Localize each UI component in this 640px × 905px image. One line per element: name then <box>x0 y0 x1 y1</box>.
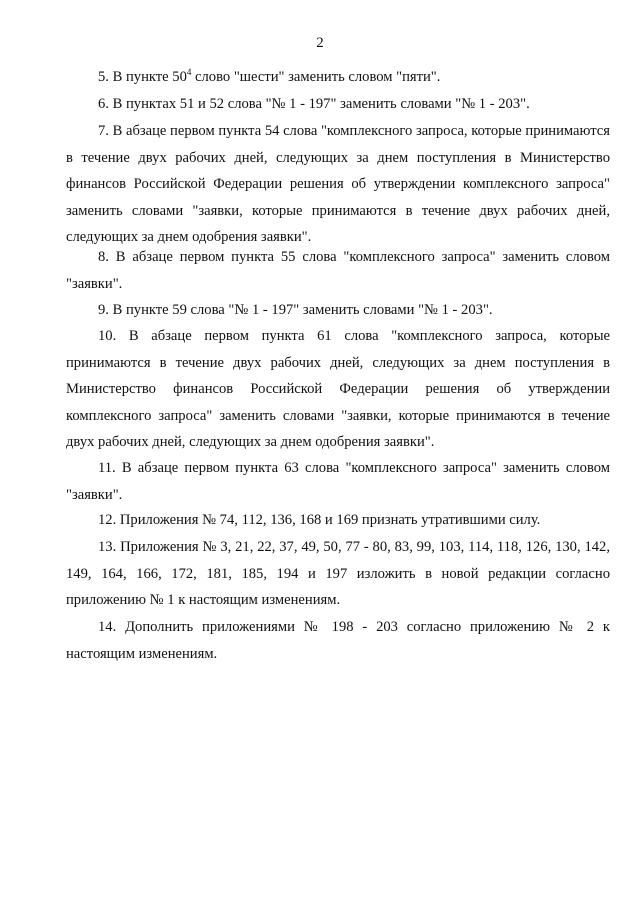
amendment-item-9: 9. В пункте 59 слова "№ 1 - 197" заменить словами "№ 1 - 203". <box>98 302 493 318</box>
item-5-superscript: 4 <box>186 67 192 78</box>
amendment-item-12: 12. Приложения № 74, 112, 136, 168 и 169 признать утратившими силу. <box>98 512 541 528</box>
amendment-item-14: 14. Дополнить приложениями № 198 - 203 согласно приложению № 2 к настоящим изменениям. <box>66 619 610 662</box>
page-number: 2 <box>316 35 324 51</box>
amendment-item-8: 8. В абзаце первом пункта 55 слова "комплексного запроса" заменить словом "заявки". <box>66 249 610 292</box>
amendment-item-10: 10. В абзаце первом пункта 61 слова "комплексного запроса, которые принимаются в течение двух рабочих дней, следующих за днем поступления в Министерство финансов Российской Федерации решения об утверждении комплексного запроса" заменить словами "заявки, которые принимаются в течение двух рабочих дней, следующих за днем одобрения заявки". <box>66 328 610 451</box>
item-5-text-before-superscript: 5. В пункте 50 <box>98 69 187 85</box>
amendment-item-6: 6. В пунктах 51 и 52 слова "№ 1 - 197" заменить словами "№ 1 - 203". <box>98 96 530 112</box>
amendment-item-13: 13. Приложения № 3, 21, 22, 37, 49, 50, 77 - 80, 83, 99, 103, 114, 118, 126, 130, 142, 149, 164, 166, 172, 181, 185, 194 и 197 изложить в новой редакции согласно приложению № 1 к настоящим изменениям. <box>66 539 610 609</box>
item-5-text-after-superscript: слово "шести" заменить словом "пяти". <box>191 69 441 85</box>
amendment-item-11: 11. В абзаце первом пункта 63 слова "комплексного запроса" заменить словом "заявки". <box>66 460 610 503</box>
amendment-item-5 <box>66 64 610 91</box>
amendment-item-7: 7. В абзаце первом пункта 54 слова "комплексного запроса, которые принимаются в течение двух рабочих дней, следующих за днем поступления в Министерство финансов Российской Федерации решения об утверждении комплексного запроса" заменить словами "заявки, которые принимаются в течение двух рабочих дней, следующих за днем одобрения заявки". <box>66 123 610 246</box>
